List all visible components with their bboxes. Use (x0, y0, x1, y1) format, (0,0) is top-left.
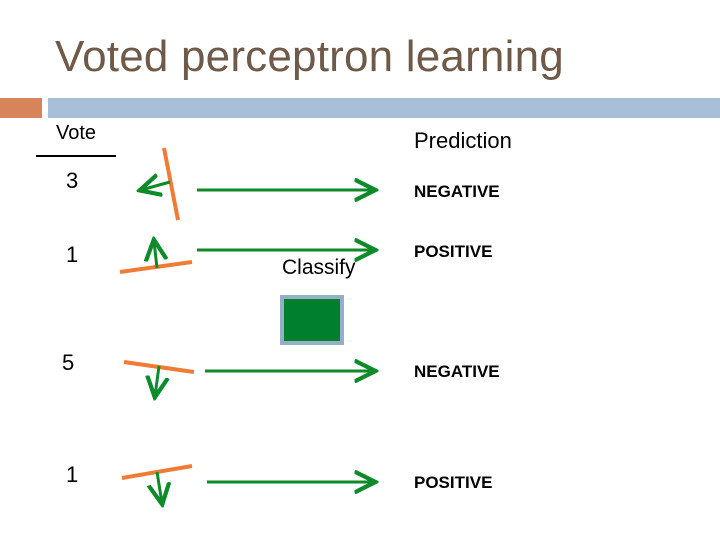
perceptron-1 (141, 148, 178, 220)
vote-count-2: 1 (66, 242, 79, 267)
prediction-3: NEGATIVE (414, 362, 500, 381)
vote-count-1: 3 (66, 168, 79, 193)
vote-header: Vote (56, 122, 97, 144)
weight-vector-1 (141, 182, 170, 190)
prediction-4: POSITIVE (414, 473, 493, 492)
vote-count-4: 1 (66, 462, 79, 487)
vote-count-3: 5 (62, 350, 75, 375)
weight-vector-4 (157, 472, 162, 503)
weight-vector-3 (155, 366, 159, 396)
prediction-header: Prediction (414, 128, 512, 153)
weight-vector-2 (154, 241, 157, 268)
perceptron-3 (124, 362, 194, 396)
perceptron-4 (122, 466, 192, 503)
prediction-2: POSITIVE (414, 242, 493, 261)
perceptron-2 (120, 241, 192, 272)
prediction-1: NEGATIVE (414, 182, 500, 201)
classify-label: Classify (282, 256, 356, 279)
slide-title: Voted perceptron learning (55, 32, 564, 81)
